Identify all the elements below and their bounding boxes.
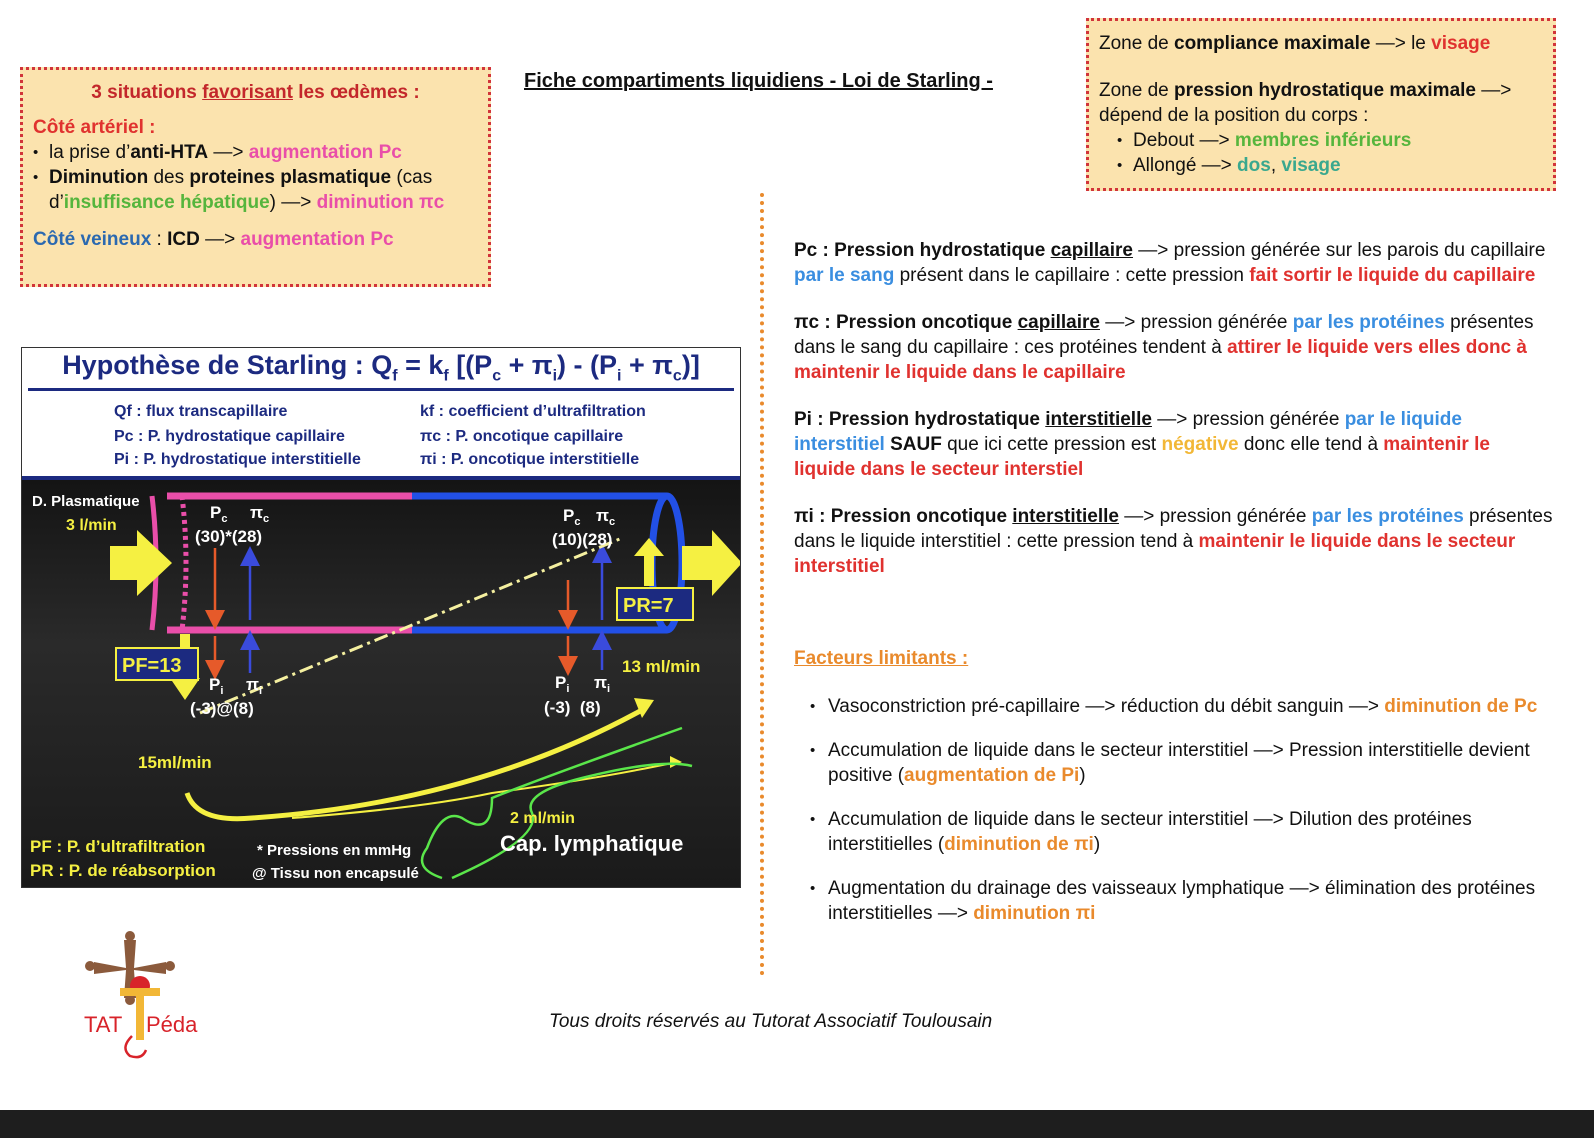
- arterial-list: [33, 140, 478, 215]
- capillary-inlet-dashed: [182, 496, 186, 630]
- ven-pii-symbol: $\pi_i$: [594, 673, 611, 695]
- list-item: • Allongé —> dos, visage: [1117, 153, 1543, 178]
- definition-pi: Pi : Pression hydrostatique interstitielle —> pression générée par le liquide interstitiel SAUF que ici cette pression est négative donc elle tend à maintenir le liquide dans le secteur interstiel: [794, 409, 1490, 480]
- legend-pii: πi : P. oncotique interstitielle: [420, 451, 640, 468]
- oedema-situations-box: [20, 67, 491, 287]
- legend-qf: Qf : flux transcapillaire: [114, 403, 288, 420]
- ven-pi-values: (-3) (8): [544, 698, 601, 717]
- flow-2-arrowhead: [670, 756, 682, 768]
- definition-pii: πi : Pression oncotique interstitielle —> pression générée par les protéines présentes dans le liquide interstitiel : cette pression tend à maintenir le liquide dans le secteur interstitiel: [794, 506, 1553, 577]
- definition-pic: πc : Pression oncotique capillaire —> pression générée par les protéines présentes dans le sang du capillaire : ces protéines tendent à attirer le liquide vers elles donc à maintenir le liquide dans le capillaire: [794, 312, 1534, 383]
- position-list: [1099, 128, 1543, 178]
- pf-legend: PF : P. d’ultrafiltration: [30, 837, 206, 856]
- flow-13-label: 13 ml/min: [622, 657, 701, 676]
- flow-2-label: 2 ml/min: [510, 810, 575, 827]
- pr-label: PR=7: [623, 595, 674, 617]
- flow-15-curve: [187, 710, 642, 819]
- legend-pc: Pc : P. hydrostatique capillaire: [114, 428, 345, 445]
- list-item: • Accumulation de liquide dans le secteur interstitiel —> Pression interstitielle devient positive (augmentation de Pi): [810, 738, 1554, 788]
- tat-peda-logo: [80, 928, 220, 1063]
- compliance-line: Zone de compliance maximale —> le visage: [1099, 33, 1491, 54]
- note-pressions: * Pressions en mmHg: [257, 842, 412, 859]
- ven-values: (10)(28): [552, 530, 613, 549]
- zones-box: [1086, 18, 1556, 191]
- ven-pc-symbol: $P_c$: [563, 506, 581, 528]
- ven-pi-symbol: $P_i$: [555, 673, 570, 695]
- logo-text-right: Péda: [146, 1012, 198, 1037]
- facteurs-list: [810, 694, 1554, 945]
- figure-title: Hypothèse de Starling : $Q_f = k_f$ $[(P_c + \pi_i) - (P_i + \pi_c)]$: [62, 350, 700, 385]
- starling-figure: [21, 347, 741, 888]
- logo-text-left: TAT: [84, 1012, 123, 1037]
- definition-pc: Pc : Pression hydrostatique capillaire —> pression générée sur les parois du capillaire par le sang présent dans le capillaire : cette pression fait sortir le liquide du capillaire: [794, 240, 1546, 286]
- legend-pi: Pi : P. hydrostatique interstitielle: [114, 451, 361, 468]
- d-plasmatique-label: D. Plasmatique: [32, 493, 140, 510]
- art-pi-values: (-3)@(8): [190, 699, 254, 718]
- facteurs-title: Facteurs limitants :: [794, 648, 969, 669]
- flow-in-label: 3 l/min: [66, 517, 117, 534]
- oedema-box-title: 3 situations favorisant les œdèmes :: [91, 82, 420, 103]
- list-item: • Accumulation de liquide dans le secteur interstitiel —> Dilution des protéines interstitielles (diminution de πi): [810, 807, 1554, 857]
- flow-15-label: 15ml/min: [138, 753, 212, 772]
- page-title: Fiche compartiments liquidiens - Loi de Starling -: [524, 70, 993, 92]
- ven-pic-symbol: $\pi_c$: [596, 506, 616, 528]
- list-item: • Augmentation du drainage des vaisseaux lymphatique —> élimination des protéines interstitielles —> diminution πi: [810, 876, 1554, 926]
- list-item: • la prise d’anti-HTA —> augmentation Pc: [33, 140, 478, 165]
- note-tissu: @ Tissu non encapsulé: [252, 865, 419, 882]
- outflow-arrow: [682, 530, 741, 596]
- capillary-diagram: [22, 348, 741, 888]
- list-item: • Debout —> membres inférieurs: [1117, 128, 1543, 153]
- bottom-strip: [0, 1110, 1594, 1138]
- hydrostatic-line: Zone de pression hydrostatique maximale —> dépend de la position du corps :: [1099, 80, 1512, 126]
- list-item: • Vasoconstriction pré-capillaire —> réduction du débit sanguin —> diminution de Pc: [810, 694, 1554, 719]
- column-divider: [760, 193, 764, 976]
- pf-label: PF=13: [122, 655, 182, 677]
- list-item: • Diminution des proteines plasmatique (cas d’insuffisance hépatique) —> diminution πc: [33, 165, 478, 215]
- definitions: [794, 238, 1554, 601]
- art-pi-symbol: $P_i$: [209, 675, 224, 697]
- art-pii-symbol: $\pi_i$: [246, 675, 263, 697]
- pr-legend: PR : P. de réabsorption: [30, 861, 216, 880]
- art-pc-symbol: $P_c$: [210, 503, 228, 525]
- venous-line: Côté veineux : ICD —> augmentation Pc: [33, 229, 394, 250]
- cap-lymph-label: Cap. lymphatique: [500, 831, 684, 856]
- copyright: Tous droits réservés au Tutorat Associatif Toulousain: [549, 1011, 993, 1032]
- art-pic-symbol: $\pi_c$: [250, 503, 270, 525]
- arterial-heading: Côté artériel :: [33, 117, 156, 138]
- legend-kf: kf : coefficient d’ultrafiltration: [420, 403, 646, 420]
- inflow-arrow: [110, 530, 172, 596]
- pr-arrow: [634, 538, 664, 586]
- art-values: (30)*(28): [195, 527, 263, 546]
- legend-pic: πc : P. oncotique capillaire: [420, 428, 624, 445]
